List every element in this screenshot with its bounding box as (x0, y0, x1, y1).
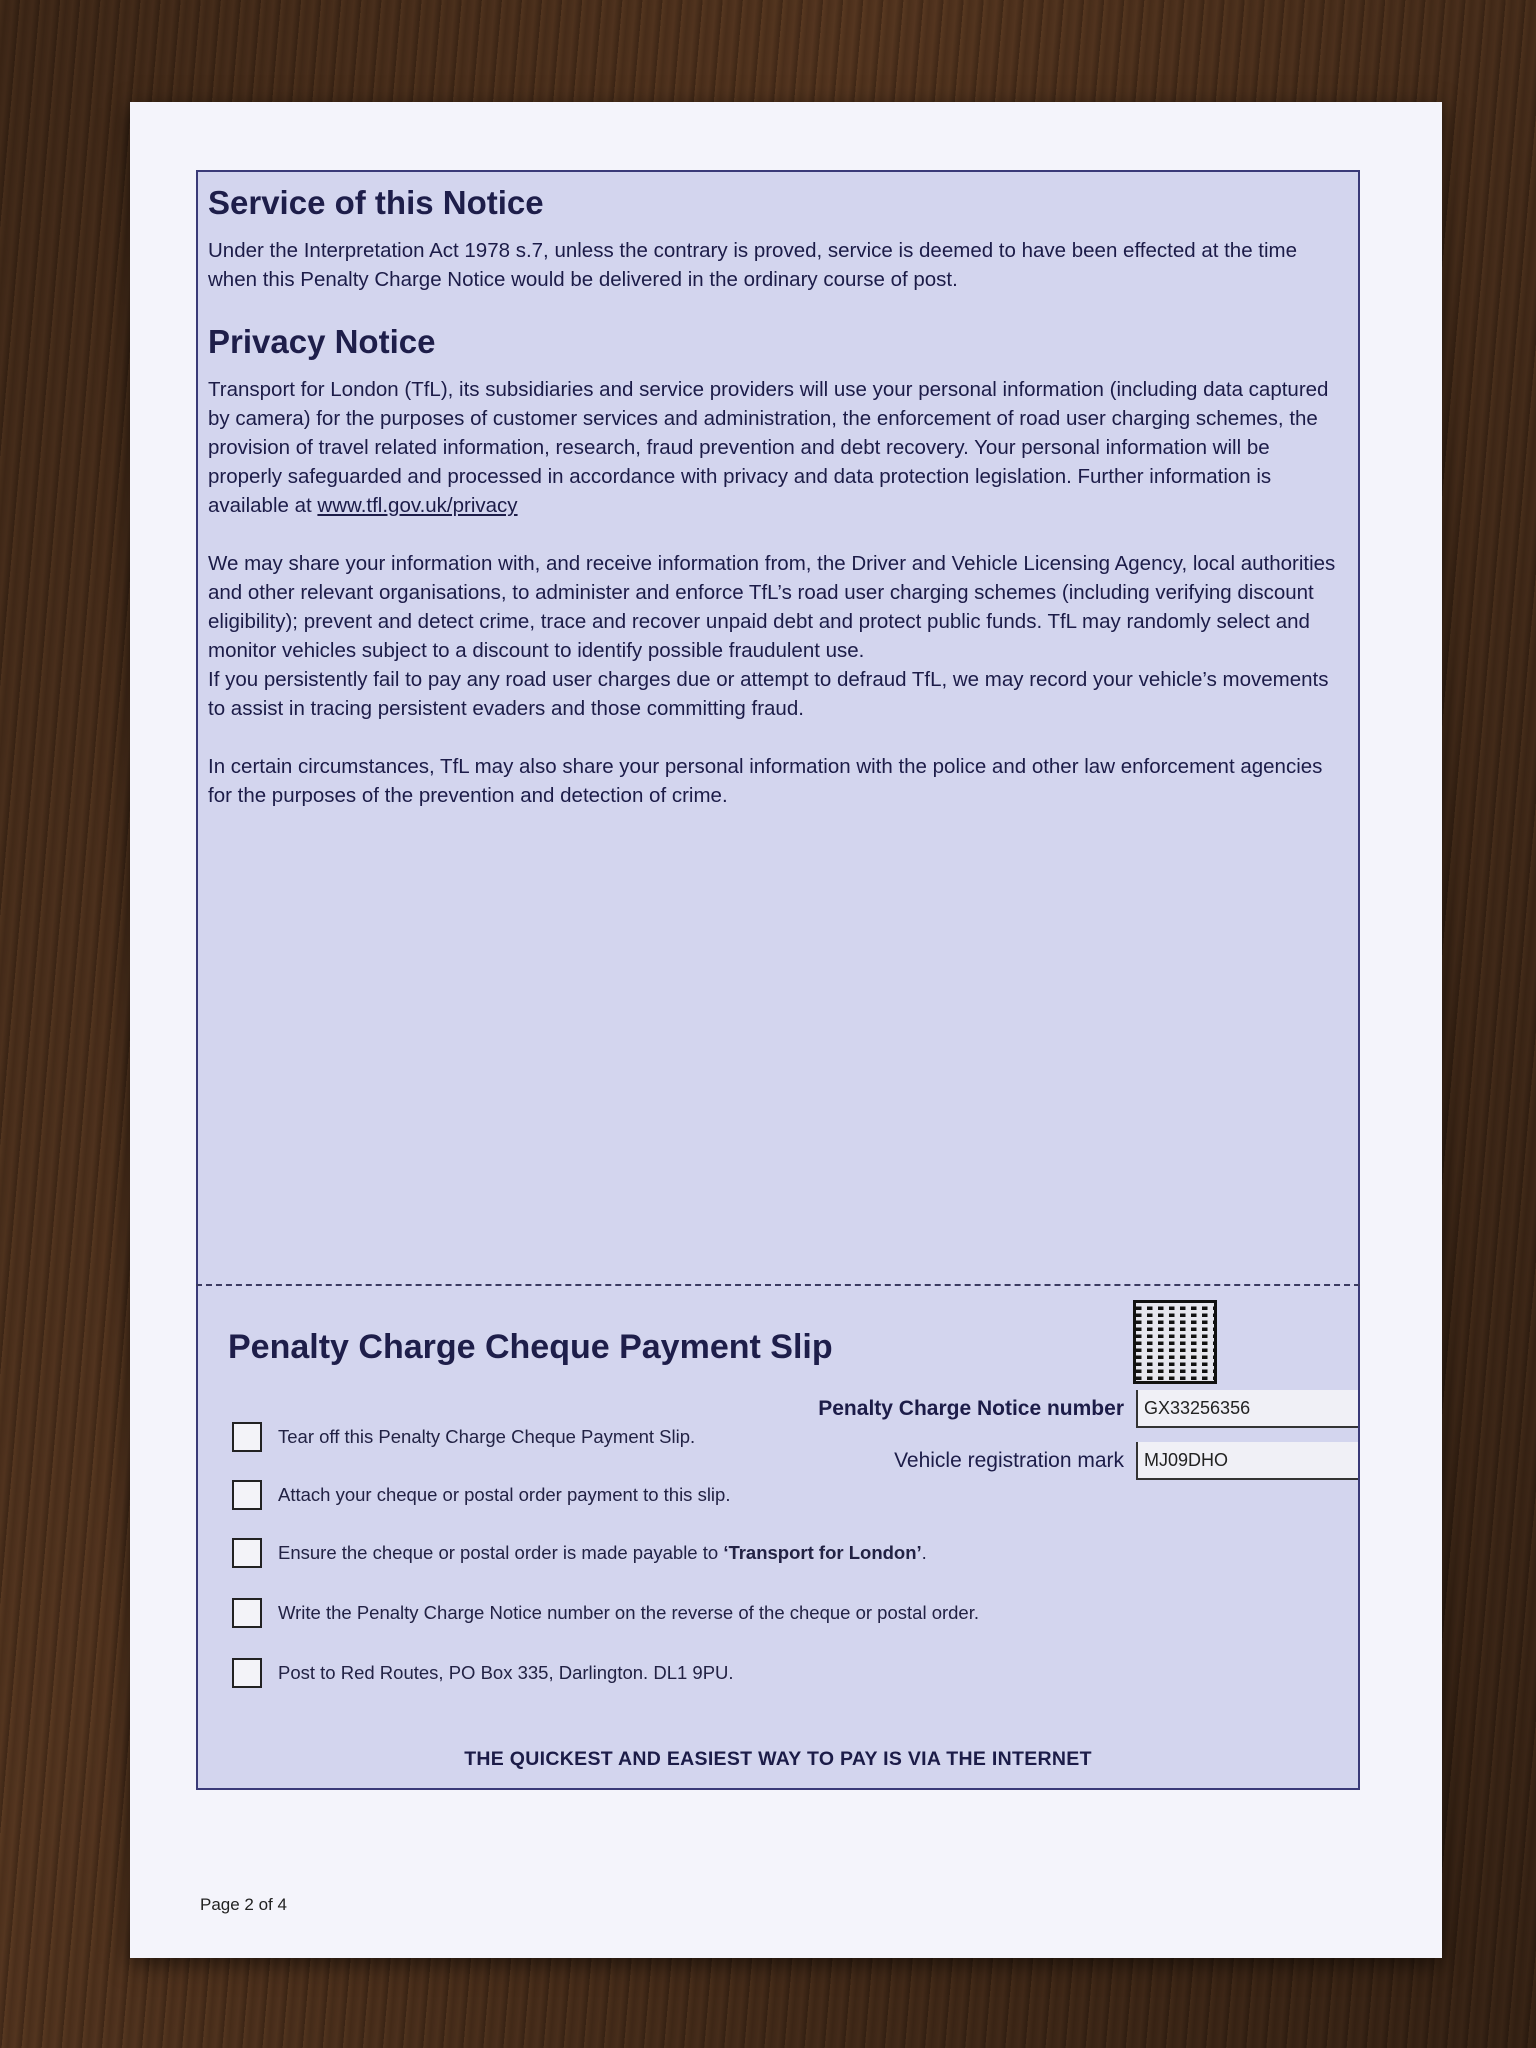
pcn-row (818, 1390, 1358, 1428)
checkbox-tear-off[interactable] (232, 1422, 262, 1452)
step-text: Tear off this Penalty Charge Cheque Payment Slip. (278, 1426, 696, 1447)
privacy-paragraph-2-text: We may share your information with, and receive information from, the Driver and Vehicle Licensing Agency, local authorities and other relevant organisations, to administer and enforce TfL’s road user charging schemes (including verifying discount eligibility); prevent and detect crime, trace and recover unpaid debt and protect public funds. TfL may randomly select and monitor vehicles subject to a discount to identify possible fraudulent use. (208, 552, 1336, 662)
step-text-payable: Ensure the cheque or postal order is made payable to ‘Transport for London’. (278, 1542, 927, 1563)
privacy-paragraph-2b-text: If you persistently fail to pay any road user charges due or attempt to defraud TfL, we may record your vehicle’s movements to assist in tracing persistent evaders and those committing fraud. (208, 668, 1329, 720)
step-attach (232, 1480, 730, 1510)
information-section (198, 172, 1358, 1284)
slip-title: Penalty Charge Cheque Payment Slip (228, 1328, 833, 1366)
privacy-paragraph-1-text: Transport for London (TfL), its subsidiaries and service providers will use your personal information (including data captured by camera) for the purposes of customer services and administration, the enforcement of road user charging schemes, the provision of travel related information, research, fraud prevention and debt recovery. Your personal information will be properly safeguarded and processed in accordance with privacy and data protection legislation. Further information is available at (208, 378, 1329, 517)
notice-panel (196, 170, 1360, 1790)
checkbox-payable[interactable] (232, 1538, 262, 1568)
slip-footer: THE QUICKEST AND EASIEST WAY TO PAY IS VIA THE INTERNET (464, 1748, 1092, 1770)
step-write-number (232, 1598, 979, 1628)
step-payable (232, 1538, 927, 1568)
privacy-paragraph-3: In certain circumstances, TfL may also share your personal information with the police and other law enforcement agencies for the purposes of the prevention and detection of crime. (208, 755, 1323, 807)
privacy-paragraph-2 (208, 549, 1346, 723)
privacy-heading: Privacy Notice (208, 323, 436, 360)
payment-slip (198, 1286, 1358, 1788)
vrm-label: Vehicle registration mark (894, 1449, 1124, 1472)
vrm-row (894, 1442, 1358, 1480)
payee-name: ‘Transport for London’ (723, 1542, 922, 1563)
privacy-link[interactable]: www.tfl.gov.uk/privacy (317, 494, 518, 517)
step-tear-off (232, 1422, 695, 1452)
step-text: Ensure the cheque or postal order is made payable to (278, 1542, 719, 1563)
checkbox-post[interactable] (232, 1658, 262, 1688)
pcn-label: Penalty Charge Notice number (818, 1397, 1124, 1420)
step-text: Attach your cheque or postal order payment to this slip. (278, 1484, 731, 1505)
service-heading: Service of this Notice (208, 184, 544, 221)
checkbox-write-number[interactable] (232, 1598, 262, 1628)
page-number: Page 2 of 4 (200, 1895, 287, 1914)
vrm-field[interactable]: MJ09DHO (1136, 1442, 1358, 1480)
paper-sheet (130, 102, 1442, 1958)
pcn-field[interactable]: GX33256356 (1136, 1390, 1358, 1428)
step-text: Write the Penalty Charge Notice number on the reverse of the cheque or postal order. (278, 1602, 979, 1623)
checkbox-attach[interactable] (232, 1480, 262, 1510)
step-text: Post to Red Routes, PO Box 335, Darlington. DL1 9PU. (278, 1662, 734, 1683)
privacy-paragraph-1 (208, 375, 1346, 520)
qr-code-icon (1133, 1300, 1217, 1384)
service-text: Under the Interpretation Act 1978 s.7, unless the contrary is proved, service is deemed to have been effected at the time when this Penalty Charge Notice would be delivered in the ordinary course of post. (208, 239, 1298, 291)
step-post (232, 1658, 734, 1688)
